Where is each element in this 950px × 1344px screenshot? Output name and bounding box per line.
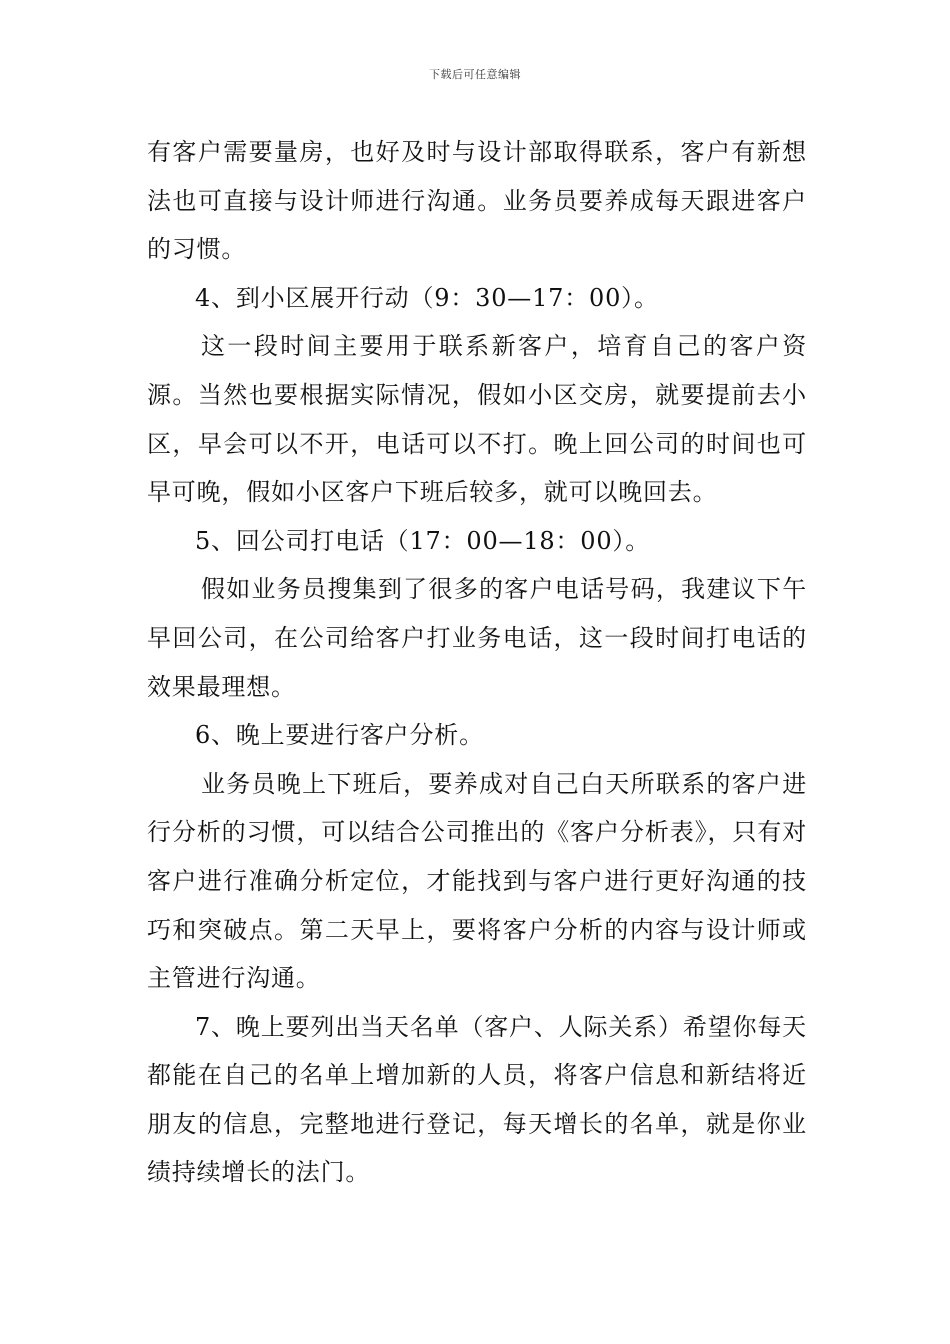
item-heading-5: 5、回公司打电话（17：00—18：00）。: [195, 526, 651, 555]
page-header-note: 下载后可任意编辑: [429, 68, 521, 81]
item-heading-6: 6、晚上要进行客户分析。: [195, 721, 484, 750]
item-heading-4: 4、到小区展开行动（9：30—17：00）。: [195, 283, 659, 312]
document-body: [147, 128, 807, 1197]
paragraph-phone-calls: 假如业务员搜集到了很多的客户电话号码，我建议下午早回公司，在公司给客户打业务电话，这一段时间打电话的效果最理想。: [147, 575, 807, 701]
item-paragraph-7: 7、晚上要列出当天名单（客户、人际关系）希望你每天都能在自己的名单上增加新的人员，将客户信息和新结将近朋友的信息，完整地进行登记，每天增长的名单，就是你业绩持续增长的法门。: [147, 1012, 807, 1187]
paragraph-new-clients: 这一段时间主要用于联系新客户，培育自己的客户资源。当然也要根据实际情况，假如小区交房，就要提前去小区，早会可以不开，电话可以不打。晚上回公司的时间也可早可晚，假如小区客户下班后较多，就可以晚回去。: [147, 332, 807, 507]
paragraph-continuation: 有客户需要量房，也好及时与设计部取得联系，客户有新想法也可直接与设计师进行沟通。业务员要养成每天跟进客户的习惯。: [147, 138, 807, 264]
paragraph-client-analysis: 业务员晚上下班后，要养成对自己白天所联系的客户进行分析的习惯，可以结合公司推出的《客户分析表》，只有对客户进行准确分析定位，才能找到与客户进行更好沟通的技巧和突破点。第二天早上，要将客户分析的内容与设计师或主管进行沟通。: [147, 769, 807, 993]
